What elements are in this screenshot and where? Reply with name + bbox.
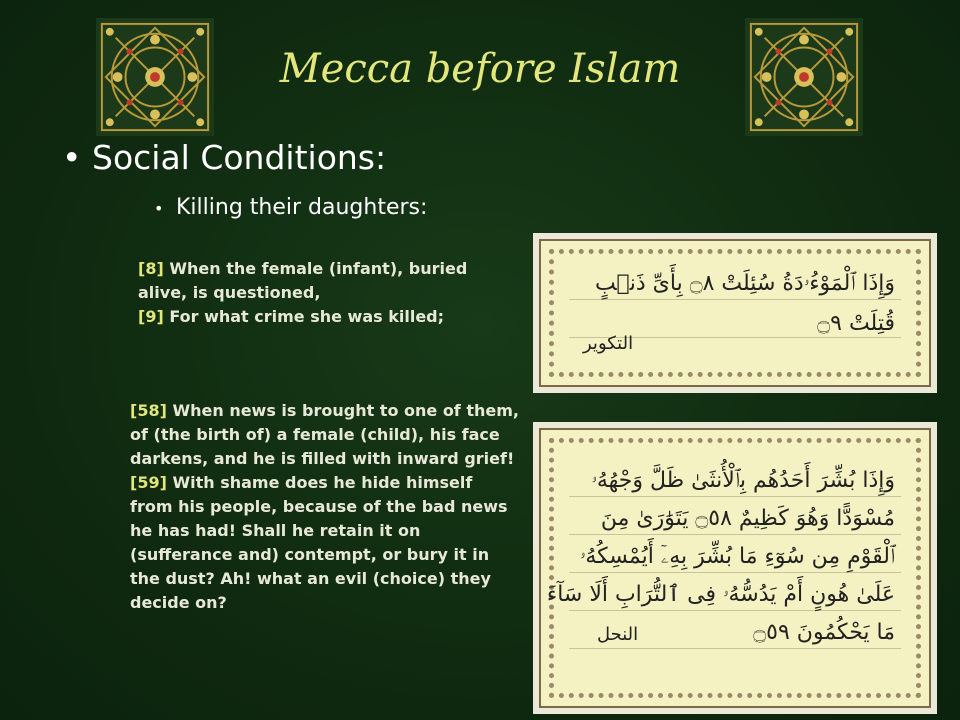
verse-number: [9]	[138, 307, 164, 326]
bullet-level-1-text: Social Conditions:	[92, 138, 387, 177]
quran-excerpt-nahl	[533, 422, 937, 714]
surah-name: التكوير	[583, 333, 634, 354]
arabic-line: عَلَىٰ هُونٍ أَمْ يَدُسُّهُۥ فِى ٱلتُّرَابِ أَلَا سَآءَ	[546, 582, 895, 607]
bullet-level-2	[154, 195, 427, 220]
verse-text: When the female (infant), buried alive, is questioned,	[138, 259, 468, 302]
arabic-line: مُسْوَدًّا وَهُوَ كَظِيمٌ ۝٥٨ يَتَوَٰرَىٰ مِنَ	[600, 506, 895, 531]
verse-text: When news is brought to one of them, of (the birth of) a female (child), his face darkens, and he is filled with inward grief!	[130, 401, 519, 468]
ruled-line	[569, 299, 901, 300]
ruled-line	[569, 534, 901, 535]
verse-translation-block-2	[130, 399, 520, 615]
surah-name: النحل	[597, 624, 639, 645]
ruled-line	[569, 496, 901, 497]
bullet-dot-icon: •	[154, 199, 164, 218]
verse-text: For what crime she was killed;	[163, 307, 445, 326]
verse-text: With shame does he hide himself from his people, because of the bad news he has had! Shall he retain it on (sufferance and) contempt, or bury it in the dust? Ah! what an evil (choice) they decide on?	[130, 473, 508, 612]
arabic-line: قُتِلَتْ ۝٩	[817, 311, 895, 336]
arabic-line: وَإِذَا ٱلْمَوْءُۥدَةُ سُئِلَتْ ۝٨ بِأَىِّ ذَنۢبٍ	[594, 271, 895, 296]
verse-number: [58]	[130, 401, 167, 420]
bullet-level-2-text: Killing their daughters:	[176, 195, 428, 220]
ruled-line	[569, 648, 901, 649]
ruled-line	[569, 610, 901, 611]
arabic-line: ٱلْقَوْمِ مِن سُوٓءِ مَا بُشِّرَ بِهِۦٓ أَيُمْسِكُهُۥ	[579, 544, 895, 569]
bullet-level-1	[62, 138, 386, 177]
verse-translation-block-1	[138, 257, 518, 329]
arabic-line: وَإِذَا بُشِّرَ أَحَدُهُم بِٱلْأُنثَىٰ ظَلَّ وَجْهُهُۥ	[591, 468, 895, 493]
bullet-dot-icon: •	[62, 138, 82, 177]
ruled-line	[569, 572, 901, 573]
arabic-line: مَا يَحْكُمُونَ ۝٥٩	[753, 620, 895, 645]
verse-number: [8]	[138, 259, 164, 278]
slide-title: Mecca before Islam	[279, 46, 681, 92]
verse-number: [59]	[130, 473, 167, 492]
quran-excerpt-takwir	[533, 233, 937, 393]
